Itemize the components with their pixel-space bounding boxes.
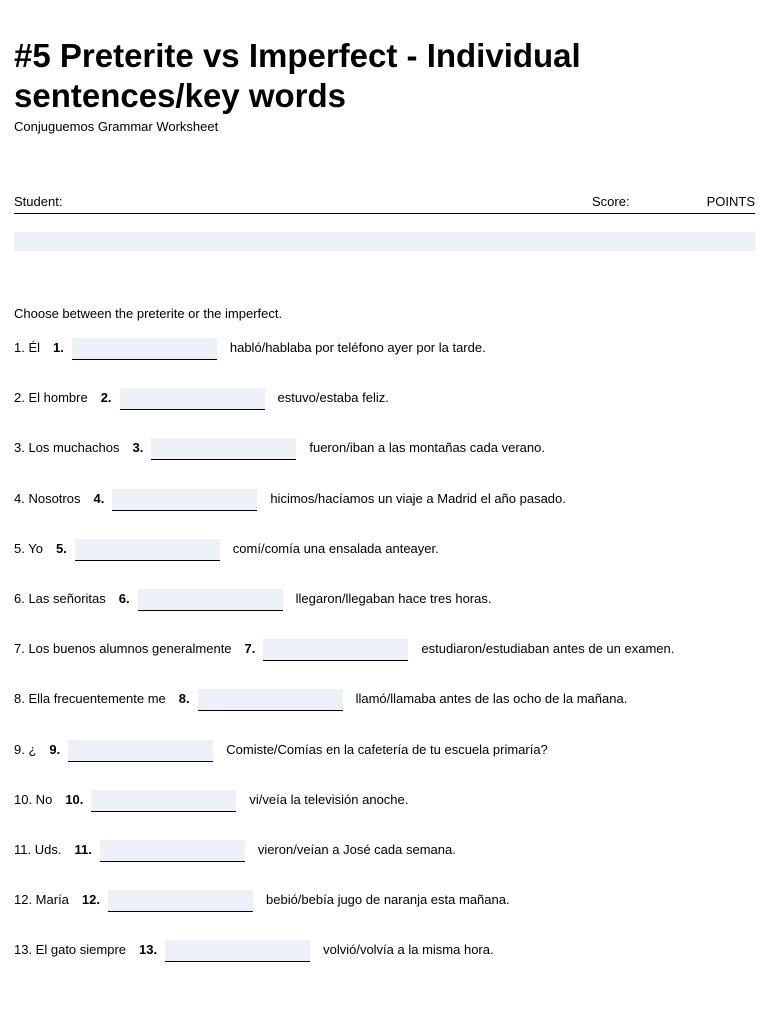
question-prefix: 9. ¿ <box>14 742 37 757</box>
student-label: Student: <box>14 194 63 209</box>
question-row <box>14 637 674 661</box>
question-choices: llamó/llamaba antes de las ocho de la mañana. <box>355 691 628 706</box>
question-row <box>14 888 510 912</box>
question-row <box>14 537 439 561</box>
page-title: #5 Preterite vs Imperfect - Individual sentences/key words <box>14 37 581 114</box>
question-prefix: 7. Los buenos alumnos generalmente <box>14 641 232 656</box>
answer-blank[interactable] <box>91 790 236 812</box>
answer-blank[interactable] <box>263 639 408 661</box>
question-prefix: 2. El hombre <box>14 390 88 405</box>
answer-blank[interactable] <box>151 438 296 460</box>
question-choices: vieron/veían a José cada semana. <box>257 842 456 857</box>
answer-blank[interactable] <box>72 338 217 360</box>
question-number: 1. <box>53 340 64 355</box>
question-choices: Comiste/Comías en la cafetería de tu escuela primaría? <box>226 742 548 757</box>
question-number: 5. <box>55 541 67 556</box>
question-number: 7. <box>244 641 256 656</box>
question-prefix: 1. Él <box>14 340 41 355</box>
question-row <box>14 788 408 812</box>
question-choices: estuvo/estaba feliz. <box>277 390 389 405</box>
question-number: 10. <box>65 792 84 807</box>
question-number: 11. <box>74 842 92 857</box>
answer-blank[interactable] <box>100 840 245 862</box>
answer-blank[interactable] <box>112 489 257 511</box>
question-prefix: 12. María <box>14 892 69 907</box>
question-prefix: 4. Nosotros <box>14 491 81 506</box>
question-row <box>14 587 491 611</box>
question-number: 8. <box>178 691 190 706</box>
question-row <box>14 687 627 711</box>
question-prefix: 11. Uds. <box>14 842 62 857</box>
shaded-band <box>14 232 755 251</box>
question-number: 4. <box>93 491 105 506</box>
answer-blank[interactable] <box>75 539 220 561</box>
question-number: 6. <box>118 591 130 606</box>
answer-blank[interactable] <box>165 940 310 962</box>
points-label: POINTS <box>706 194 755 209</box>
question-number: 2. <box>100 390 112 405</box>
question-prefix: 13. El gato siempre <box>14 942 127 957</box>
question-number: 9. <box>49 742 61 757</box>
question-choices: habló/hablaba por teléfono ayer por la tarde. <box>229 340 486 355</box>
answer-blank[interactable] <box>108 890 253 912</box>
question-choices: bebió/bebía jugo de naranja esta mañana. <box>266 892 510 907</box>
question-row <box>14 938 494 962</box>
question-choices: fueron/iban a las montañas cada verano. <box>309 440 545 455</box>
question-prefix: 6. Las señoritas <box>14 591 106 606</box>
question-row <box>14 436 545 460</box>
question-row <box>14 838 456 862</box>
question-number: 3. <box>132 440 144 455</box>
question-prefix: 3. Los muchachos <box>14 440 120 455</box>
question-row <box>14 336 486 360</box>
answer-blank[interactable] <box>198 689 343 711</box>
question-row <box>14 738 548 762</box>
student-score-row <box>14 194 755 214</box>
question-prefix: 8. Ella frecuentemente me <box>14 691 166 706</box>
question-row <box>14 487 566 511</box>
question-prefix: 10. No <box>14 792 53 807</box>
question-number: 12. <box>81 892 100 907</box>
question-choices: comí/comía una ensalada anteayer. <box>232 541 439 556</box>
answer-blank[interactable] <box>138 589 283 611</box>
question-number: 13. <box>139 942 158 957</box>
question-choices: hicimos/hacíamos un viaje a Madrid el año pasado. <box>270 491 566 506</box>
page-subtitle: Conjuguemos Grammar Worksheet <box>14 119 219 134</box>
answer-blank[interactable] <box>68 740 213 762</box>
answer-blank[interactable] <box>120 388 265 410</box>
instructions: Choose between the preterite or the imperfect. <box>14 306 283 321</box>
question-choices: vi/veía la televisión anoche. <box>249 792 409 807</box>
score-label: Score: <box>592 194 630 209</box>
question-prefix: 5. Yo <box>14 541 43 556</box>
question-choices: volvió/volvía a la misma hora. <box>323 942 494 957</box>
question-choices: estudiaron/estudiaban antes de un examen. <box>421 641 675 656</box>
question-choices: llegaron/llegaban hace tres horas. <box>295 591 492 606</box>
question-row <box>14 386 389 410</box>
